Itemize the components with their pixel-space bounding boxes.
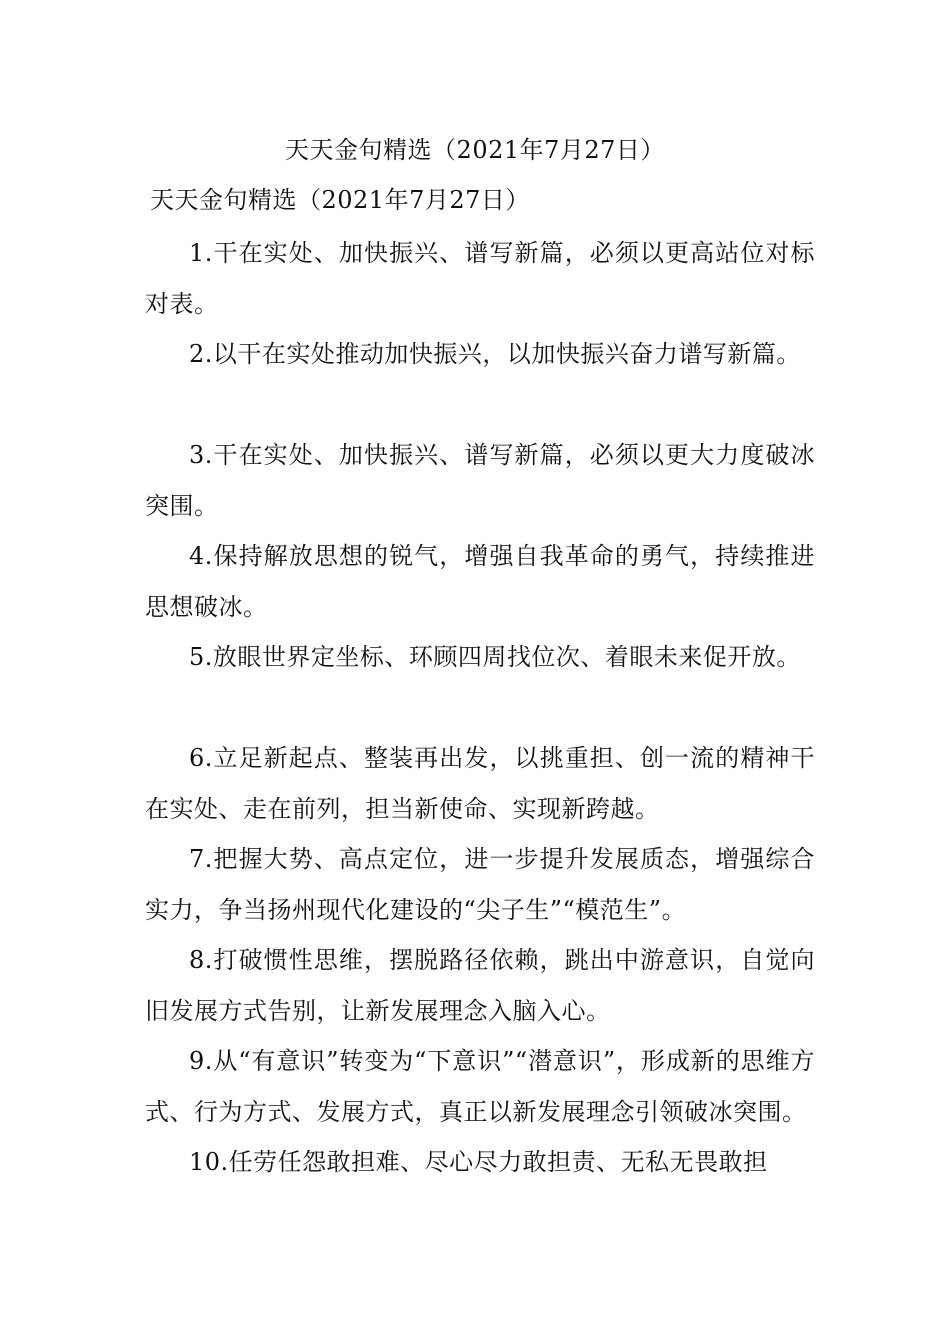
paragraph-spacer (145, 380, 815, 431)
document-subtitle: 天天金句精选（2021年7月27日） (150, 186, 530, 214)
quote-paragraph-10: 10.任劳任怨敢担难、尽心尽力敢担责、无私无畏敢担 (189, 1148, 768, 1176)
quote-paragraph-4: 4.保持解放思想的锐气，增强自我革命的勇气，持续推进思想破冰。 (145, 542, 815, 621)
quote-paragraph-8: 8.打破惯性思维，摆脱路径依赖，跳出中游意识，自觉向旧发展方式告别，让新发展理念入脑入心。 (145, 946, 815, 1025)
paragraph-spacer (145, 683, 815, 734)
quote-paragraph-3: 3.干在实处、加快振兴、谱写新篇，必须以更大力度破冰突围。 (145, 441, 815, 520)
quote-paragraph-6: 6.立足新起点、整装再出发，以挑重担、创一流的精神干在实处、走在前列，担当新使命、实现新跨越。 (145, 744, 815, 823)
quote-paragraph-5: 5.放眼世界定坐标、环顾四周找位次、着眼未来促开放。 (189, 643, 801, 671)
quote-paragraph-1: 1.干在实处、加快振兴、谱写新篇，必须以更高站位对标对表。 (145, 239, 815, 318)
document-title: 天天金句精选（2021年7月27日） (285, 136, 665, 164)
document-body (145, 228, 815, 1188)
quote-paragraph-7: 7.把握大势、高点定位，进一步提升发展质态，增强综合实力，争当扬州现代化建设的“尖子生”“模范生”。 (145, 845, 815, 924)
quote-paragraph-2: 2.以干在实处推动加快振兴，以加快振兴奋力谱写新篇。 (189, 340, 801, 368)
quote-paragraph-9: 9.从“有意识”转变为“下意识”“潜意识”，形成新的思维方式、行为方式、发展方式，真正以新发展理念引领破冰突围。 (145, 1047, 815, 1126)
